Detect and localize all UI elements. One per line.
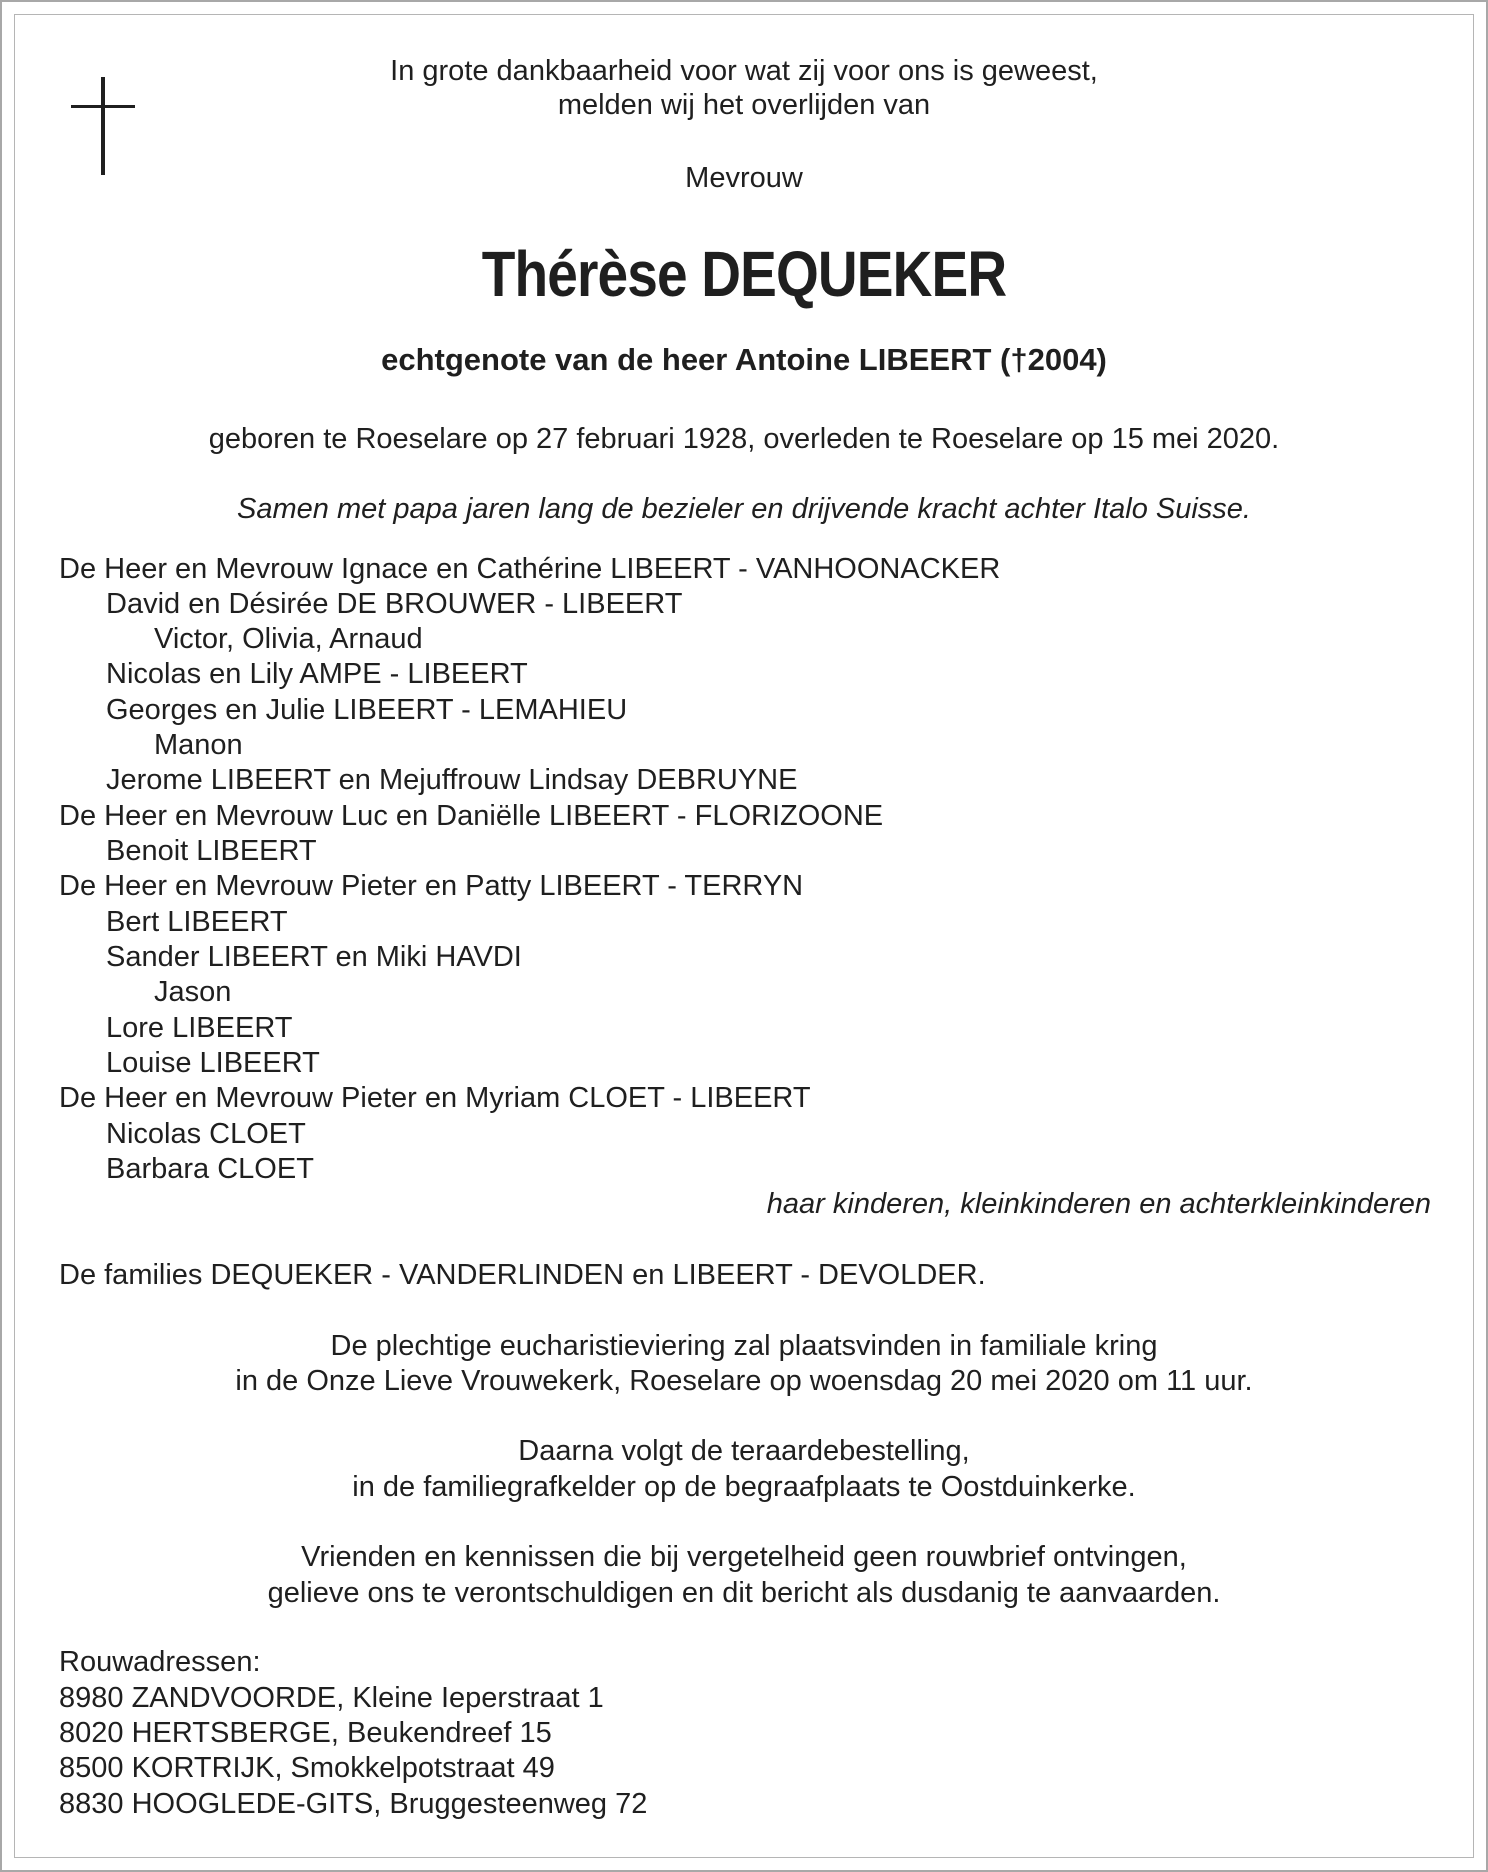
family-line: David en Désirée DE BROUWER - LIBEERT — [106, 588, 683, 620]
family-line: Jerome LIBEERT en Mejuffrouw Lindsay DEBRUYNE — [106, 764, 798, 796]
notice-line-2: gelieve ons te verontschuldigen en dit bericht als dusdanig te aanvaarden. — [267, 1577, 1221, 1609]
burial-line-2: in de familiegrafkelder op de begraafplaats te Oostduinkerke. — [352, 1471, 1136, 1503]
spouse-line: echtgenote van de heer Antoine LIBEERT (†2004) — [381, 342, 1107, 377]
extended-families: De families DEQUEKER - VANDERLINDEN en LIBEERT - DEVOLDER. — [59, 1259, 986, 1291]
family-line: Bert LIBEERT — [106, 906, 288, 938]
notice-line-1: Vrienden en kennissen die bij vergetelheid geen rouwbrief ontvingen, — [301, 1541, 1187, 1573]
family-line: Lore LIBEERT — [106, 1012, 293, 1044]
family-line: Barbara CLOET — [106, 1153, 314, 1185]
family-line: Georges en Julie LIBEERT - LEMAHIEU — [106, 694, 628, 726]
family-line: De Heer en Mevrouw Pieter en Patty LIBEERT - TERRYN — [59, 870, 804, 902]
family-line: Victor, Olivia, Arnaud — [154, 623, 423, 655]
family-line: Benoit LIBEERT — [106, 835, 317, 867]
address-line: 8500 KORTRIJK, Smokkelpotstraat 49 — [59, 1752, 555, 1784]
family-line: Sander LIBEERT en Miki HAVDI — [106, 941, 522, 973]
family-line: Louise LIBEERT — [106, 1047, 320, 1079]
family-line: Nicolas CLOET — [106, 1118, 306, 1150]
addresses-heading: Rouwadressen: — [59, 1646, 261, 1678]
address-line: 8830 HOOGLEDE-GITS, Bruggesteenweg 72 — [59, 1788, 648, 1820]
title: Mevrouw — [685, 162, 803, 194]
notice-inner-frame — [14, 14, 1474, 1858]
service-line-2: in de Onze Lieve Vrouwekerk, Roeselare op woensdag 20 mei 2020 om 11 uur. — [235, 1365, 1253, 1397]
intro-line-1: In grote dankbaarheid voor wat zij voor ons is geweest, — [390, 55, 1098, 87]
family-caption: haar kinderen, kleinkinderen en achterkleinkinderen — [766, 1188, 1431, 1220]
family-line: Nicolas en Lily AMPE - LIBEERT — [106, 658, 528, 690]
family-line: Jason — [154, 976, 232, 1008]
family-line: Manon — [154, 729, 243, 761]
address-line: 8020 HERTSBERGE, Beukendreef 15 — [59, 1717, 552, 1749]
family-line: De Heer en Mevrouw Ignace en Cathérine LIBEERT - VANHOONACKER — [59, 553, 1001, 585]
tribute-line: Samen met papa jaren lang de bezieler en drijvende kracht achter Italo Suisse. — [237, 493, 1251, 525]
intro-line-2: melden wij het overlijden van — [557, 89, 931, 121]
family-line: De Heer en Mevrouw Pieter en Myriam CLOET - LIBEERT — [59, 1082, 811, 1114]
family-line: De Heer en Mevrouw Luc en Daniëlle LIBEERT - FLORIZOONE — [59, 800, 884, 832]
burial-line-1: Daarna volgt de teraardebestelling, — [518, 1435, 970, 1467]
service-line-1: De plechtige eucharistieviering zal plaatsvinden in familiale kring — [330, 1330, 1158, 1362]
address-line: 8980 ZANDVOORDE, Kleine Ieperstraat 1 — [59, 1682, 604, 1714]
birth-death-line: geboren te Roeselare op 27 februari 1928, overleden te Roeselare op 15 mei 2020. — [208, 423, 1280, 455]
deceased-name: Thérèse DEQUEKER — [481, 238, 1007, 310]
